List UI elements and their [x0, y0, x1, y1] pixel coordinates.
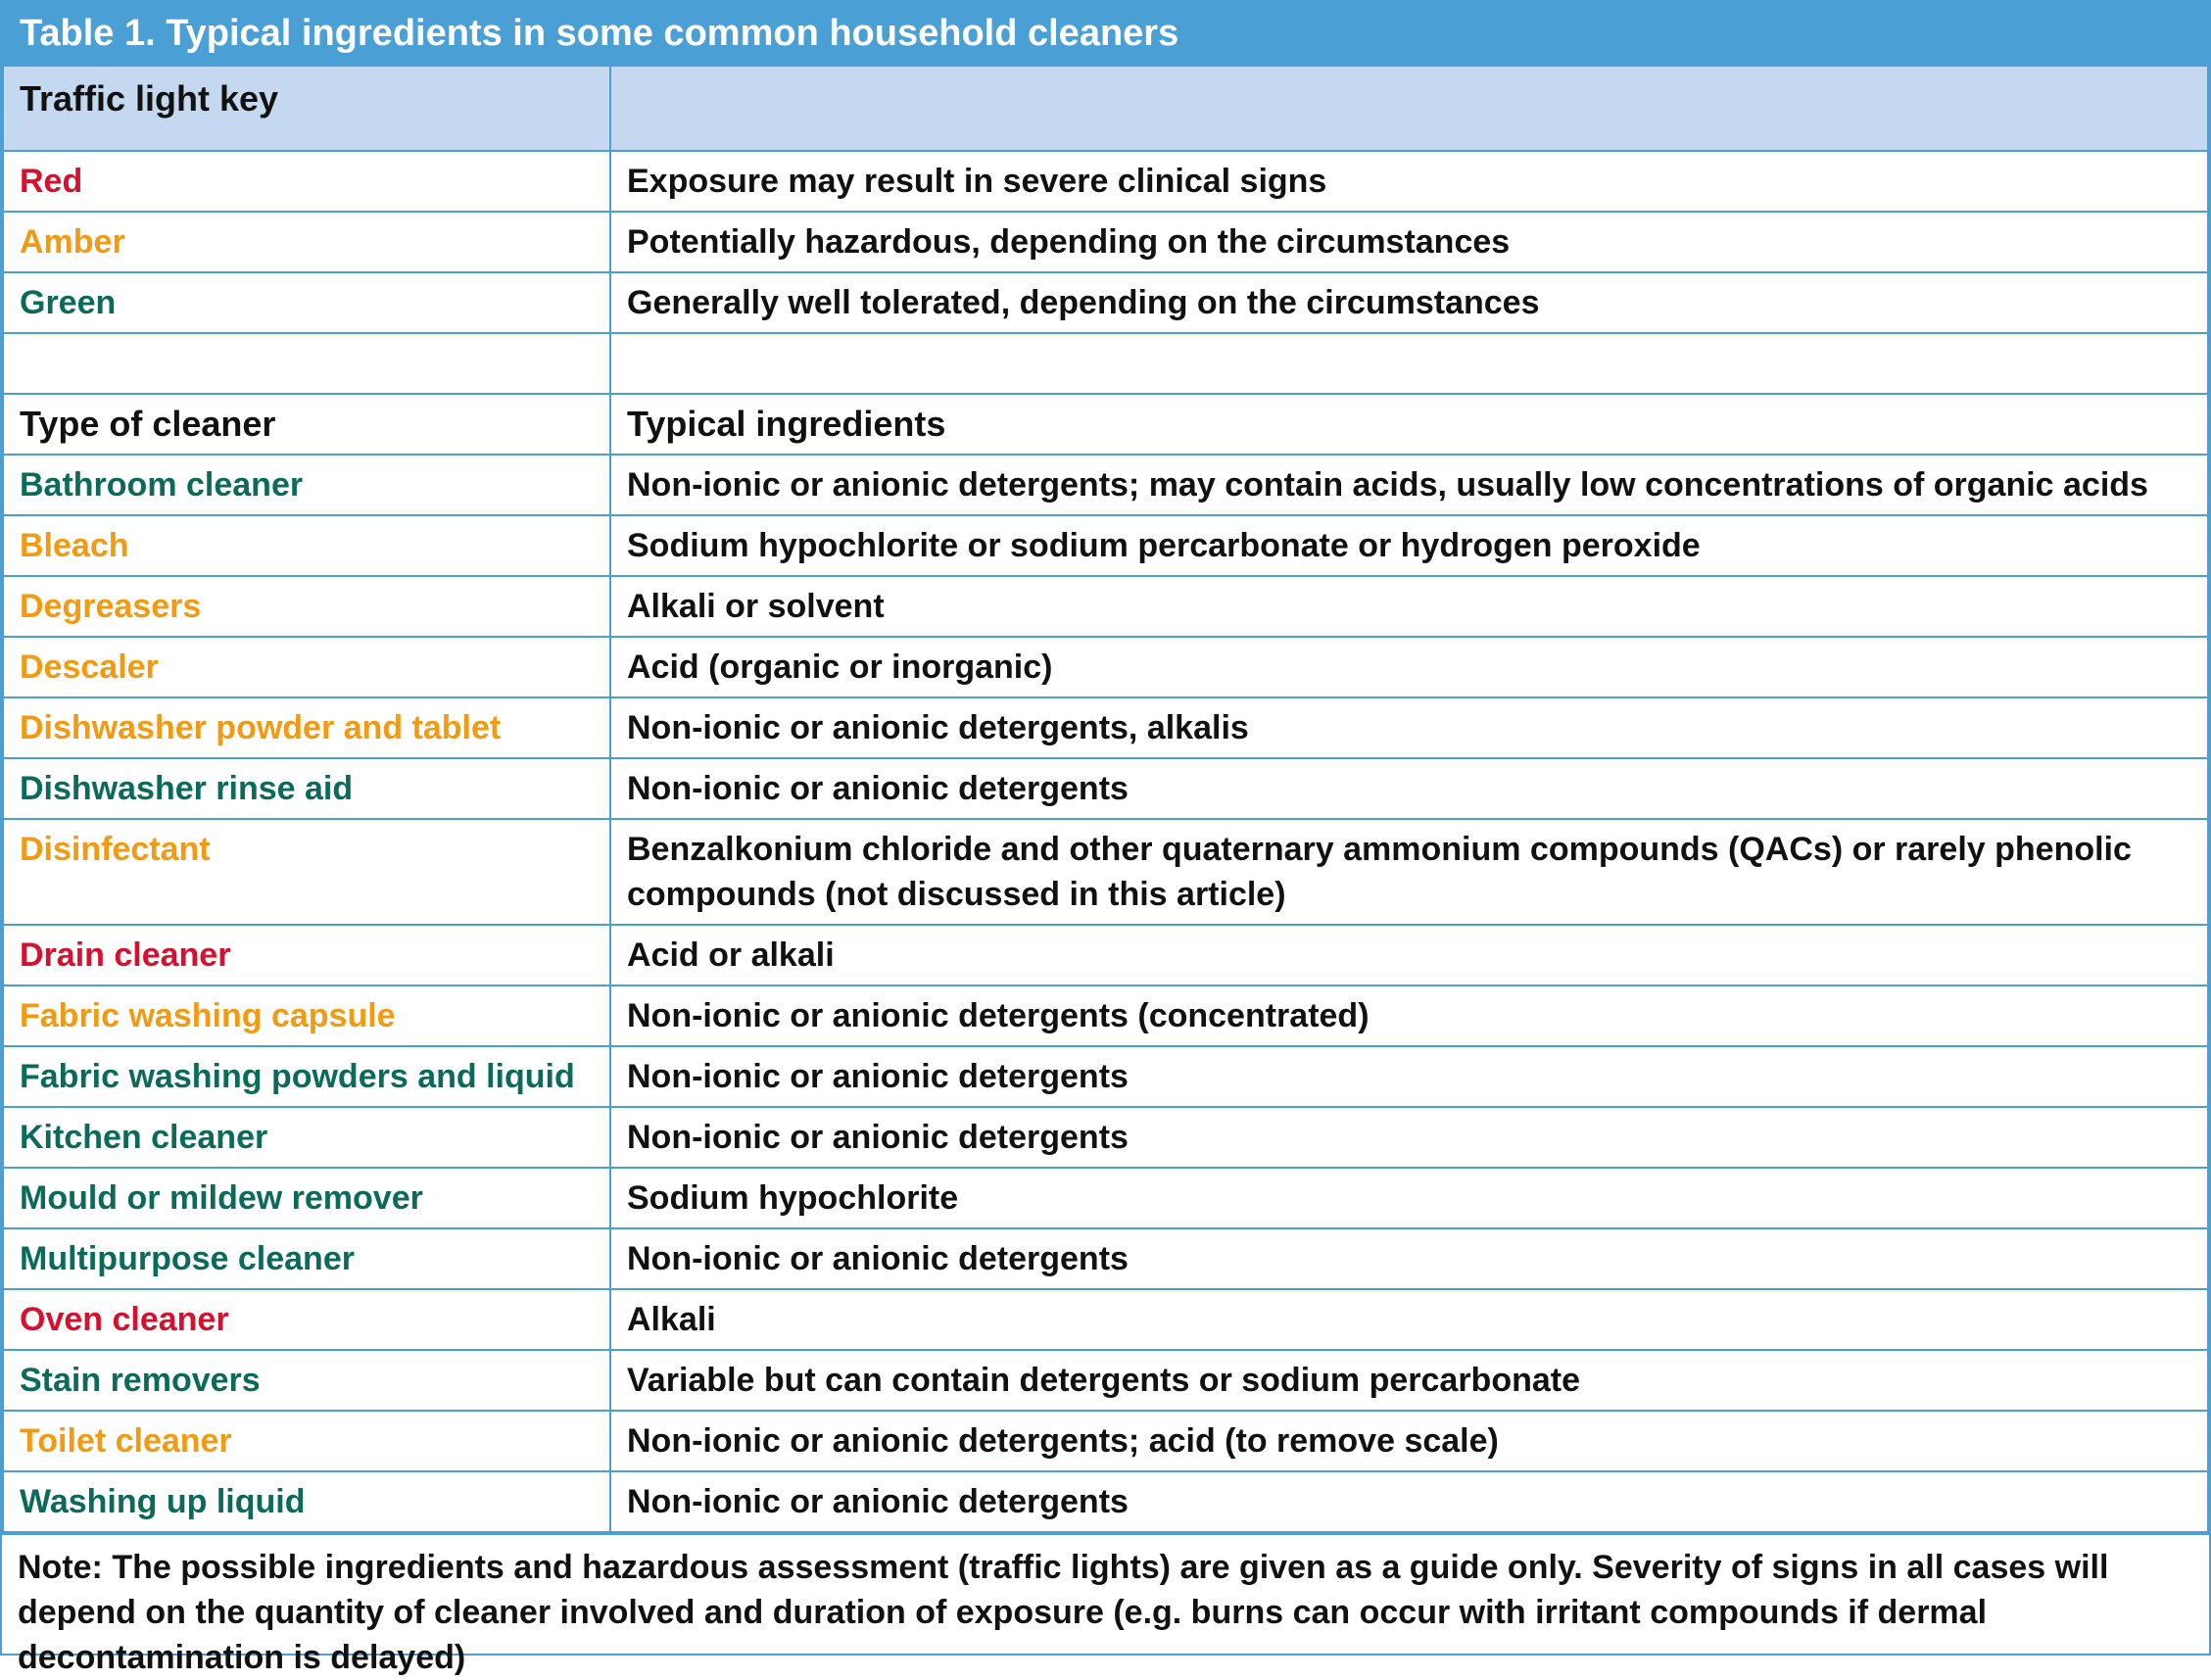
ingredients-cell: Non-ionic or anionic detergents, alkalis [610, 697, 2208, 758]
ingredients-cell: Non-ionic or anionic detergents [610, 758, 2208, 819]
column-header-row [3, 394, 2208, 455]
ingredients-cell: Acid or alkali [610, 925, 2208, 985]
table-row [3, 1046, 2208, 1107]
cleaner-type-cell: Mould or mildew remover [3, 1168, 610, 1228]
table-row [3, 1107, 2208, 1168]
key-text-amber: Potentially hazardous, depending on the circumstances [610, 212, 2208, 272]
cleaner-type-cell: Dishwasher powder and tablet [3, 697, 610, 758]
column-header-ingredients: Typical ingredients [610, 394, 2208, 455]
table-body [3, 66, 2208, 1532]
key-row [3, 151, 2208, 212]
cleaner-type-cell: Multipurpose cleaner [3, 1228, 610, 1289]
table-row [3, 985, 2208, 1046]
ingredients-cell: Non-ionic or anionic detergents; acid (to remove scale) [610, 1411, 2208, 1471]
cleaner-type-cell: Stain removers [3, 1350, 610, 1411]
ingredients-cell: Non-ionic or anionic detergents [610, 1046, 2208, 1107]
ingredients-cell: Non-ionic or anionic detergents [610, 1107, 2208, 1168]
cleaner-type-cell: Fabric washing capsule [3, 985, 610, 1046]
table-row [3, 1471, 2208, 1532]
cleaner-type-cell: Degreasers [3, 576, 610, 637]
key-text-red: Exposure may result in severe clinical signs [610, 151, 2208, 212]
key-heading: Traffic light key [3, 66, 610, 151]
ingredients-cell: Non-ionic or anionic detergents [610, 1228, 2208, 1289]
table-row [3, 819, 2208, 925]
ingredients-cell: Alkali or solvent [610, 576, 2208, 637]
cleaner-type-cell: Kitchen cleaner [3, 1107, 610, 1168]
key-row [3, 272, 2208, 333]
table-row [3, 1289, 2208, 1350]
cleaner-type-cell: Bleach [3, 515, 610, 576]
ingredients-cell: Sodium hypochlorite or sodium percarbonate or hydrogen peroxide [610, 515, 2208, 576]
cleaner-type-cell: Washing up liquid [3, 1471, 610, 1532]
key-label-amber: Amber [3, 212, 610, 272]
key-heading-blank [610, 66, 2208, 151]
key-label-red: Red [3, 151, 610, 212]
cleaner-type-cell: Bathroom cleaner [3, 455, 610, 515]
table-row [3, 697, 2208, 758]
ingredients-cell: Variable but can contain detergents or sodium percarbonate [610, 1350, 2208, 1411]
table-row [3, 925, 2208, 985]
table-row [3, 1168, 2208, 1228]
table-row [3, 1350, 2208, 1411]
spacer-row [3, 333, 2208, 394]
table-row [3, 1411, 2208, 1471]
ingredients-cell: Sodium hypochlorite [610, 1168, 2208, 1228]
ingredients-cell: Acid (organic or inorganic) [610, 637, 2208, 697]
key-label-green: Green [3, 272, 610, 333]
spacer-cell [3, 333, 610, 394]
column-header-cleaner: Type of cleaner [3, 394, 610, 455]
table-row [3, 637, 2208, 697]
cleaner-type-cell: Toilet cleaner [3, 1411, 610, 1471]
ingredients-cell: Benzalkonium chloride and other quaternary ammonium compounds (QACs) or rarely phenolic compounds (not discussed in this article) [610, 819, 2208, 925]
key-row [3, 212, 2208, 272]
ingredients-cell: Alkali [610, 1289, 2208, 1350]
key-header-row [3, 66, 2208, 151]
ingredients-cell: Non-ionic or anionic detergents [610, 1471, 2208, 1532]
cleaner-type-cell: Drain cleaner [3, 925, 610, 985]
key-text-green: Generally well tolerated, depending on the circumstances [610, 272, 2208, 333]
cleaner-type-cell: Dishwasher rinse aid [3, 758, 610, 819]
table-row [3, 576, 2208, 637]
table-row [3, 758, 2208, 819]
table-row [3, 515, 2208, 576]
cleaner-type-cell: Descaler [3, 637, 610, 697]
cleaner-type-cell: Oven cleaner [3, 1289, 610, 1350]
ingredients-cell: Non-ionic or anionic detergents (concentrated) [610, 985, 2208, 1046]
ingredients-cell: Non-ionic or anionic detergents; may contain acids, usually low concentrations of organic acids [610, 455, 2208, 515]
cleaner-type-cell: Disinfectant [3, 819, 610, 925]
cleaner-type-cell: Fabric washing powders and liquid [3, 1046, 610, 1107]
table-row [3, 455, 2208, 515]
spacer-cell [610, 333, 2208, 394]
table-row [3, 1228, 2208, 1289]
table-note: Note: The possible ingredients and hazardous assessment (traffic lights) are given as a guide only. Severity of signs in all cases will depend on the quantity of cleaner involved and duration of exposure (e.g. burns can occur with irritant compounds if dermal decontamination is delayed) [2, 1533, 2209, 1680]
table-title: Table 1. Typical ingredients in some common household cleaners [2, 2, 2209, 65]
cleaners-table [2, 65, 2209, 1533]
